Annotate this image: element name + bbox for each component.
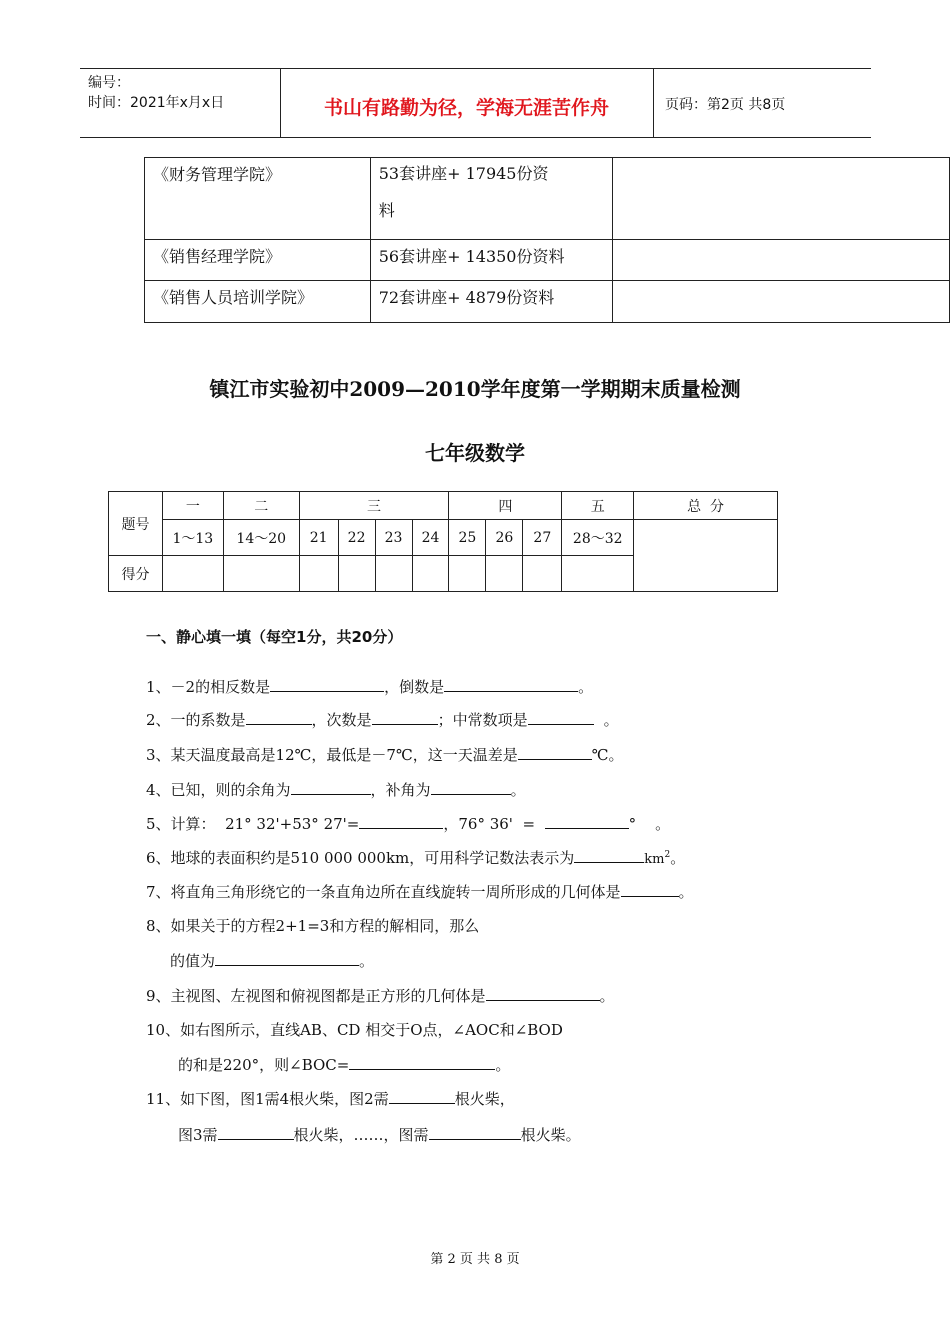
unit-superscript: 2 <box>664 850 671 860</box>
score-cell[interactable] <box>523 556 562 592</box>
resource-detail-line: 料 <box>378 201 395 220</box>
question-text: ；中常数项是 <box>437 711 528 729</box>
answer-blank[interactable] <box>528 710 594 725</box>
question-text: ，补角为 <box>370 781 431 799</box>
answer-blank[interactable] <box>574 848 644 863</box>
question-text: 9、主视图、左视图和俯视图都是正方形的几何体是 <box>146 987 486 1005</box>
question-7 <box>146 881 694 902</box>
question-2 <box>146 709 619 730</box>
group-header: 一 <box>162 492 223 520</box>
score-label: 得分 <box>109 556 163 592</box>
exam-title: 镇江市实验初中2009—2010学年度第一学期期末质量检测 <box>209 377 741 401</box>
question-8 <box>146 915 479 936</box>
question-number: 25 <box>449 520 486 556</box>
question-text: 。 <box>670 849 686 867</box>
resource-name: 《销售经理学院》 <box>145 240 371 281</box>
question-11-line2 <box>178 1124 581 1145</box>
question-text: ° 。 <box>628 815 671 833</box>
question-number: 1～13 <box>162 520 223 556</box>
question-text: 。 <box>599 987 615 1005</box>
question-text: ，倒数是 <box>384 678 445 696</box>
question-text: 4、已知，则的余角为 <box>146 781 291 799</box>
question-9 <box>146 985 615 1006</box>
question-number: 27 <box>523 520 562 556</box>
question-text: 7、将直角三角形绕它的一条直角边所在直线旋转一周所形成的几何体是 <box>146 883 621 901</box>
total-header: 总 分 <box>634 492 778 520</box>
question-text: 根火柴，……，图需 <box>293 1126 429 1144</box>
table-row <box>145 158 950 240</box>
question-text: ，次数是 <box>311 711 372 729</box>
question-text: ，76° 36' = <box>443 815 545 833</box>
score-cell[interactable] <box>562 556 634 592</box>
question-text: 根火柴。 <box>520 1126 581 1144</box>
question-text: 。 <box>603 711 619 729</box>
question-text: 。 <box>510 781 526 799</box>
question-text: ℃。 <box>591 746 624 764</box>
question-text: 6、地球的表面积约是510 000 000km，可用科学记数法表示为 <box>146 849 575 867</box>
answer-blank[interactable] <box>215 951 359 966</box>
answer-blank[interactable] <box>359 814 443 829</box>
question-text: 。 <box>359 952 375 970</box>
question-text: 10、如右图所示，直线AB、CD 相交于O点，∠AOC和∠BOD <box>146 1021 563 1039</box>
question-number: 23 <box>375 520 412 556</box>
page-header <box>80 68 871 138</box>
score-cell[interactable] <box>486 556 523 592</box>
answer-blank[interactable] <box>486 986 600 1001</box>
question-text: 的和是220°，则∠BOC= <box>178 1056 350 1074</box>
table-row <box>109 520 778 556</box>
section-heading: 一、静心填一填（每空1分，共20分） <box>146 628 403 646</box>
total-score-cell[interactable] <box>634 520 778 592</box>
question-number: 28～32 <box>562 520 634 556</box>
question-10-line2 <box>178 1054 510 1075</box>
group-header: 五 <box>562 492 634 520</box>
answer-blank[interactable] <box>291 780 371 795</box>
score-cell[interactable] <box>223 556 299 592</box>
score-cell[interactable] <box>338 556 375 592</box>
question-6 <box>146 847 685 868</box>
question-label: 题号 <box>109 492 163 556</box>
score-cell[interactable] <box>162 556 223 592</box>
header-meta <box>88 73 224 113</box>
answer-blank[interactable] <box>444 677 578 692</box>
unit-text: km <box>644 852 665 867</box>
question-text: 。 <box>495 1056 511 1074</box>
resource-detail-line: 53套讲座+ 17945份资 <box>378 164 549 183</box>
resource-name: 《销售人员培训学院》 <box>145 281 371 323</box>
answer-blank[interactable] <box>372 710 438 725</box>
resource-note <box>613 158 950 240</box>
group-header: 二 <box>223 492 299 520</box>
question-number: 21 <box>299 520 338 556</box>
answer-blank[interactable] <box>518 745 592 760</box>
resource-detail: 56套讲座+ 14350份资料 <box>370 240 613 281</box>
serial-label: 编号： <box>88 75 130 91</box>
header-page-info: 页码：第2页 共8页 <box>665 97 786 113</box>
table-row <box>109 492 778 520</box>
question-11 <box>146 1088 515 1109</box>
question-10 <box>146 1019 563 1040</box>
header-motto: 书山有路勤为径，学海无涯苦作舟 <box>323 97 609 119</box>
resource-table <box>144 157 950 323</box>
question-text: 3、某天温度最高是12℃，最低是－7℃，这一天温差是 <box>146 746 518 764</box>
question-text: 11、如下图，图1需4根火柴，图2需 <box>146 1090 389 1108</box>
answer-blank[interactable] <box>621 882 679 897</box>
resource-detail: 72套讲座+ 4879份资料 <box>370 281 613 323</box>
answer-blank[interactable] <box>246 710 312 725</box>
group-header: 四 <box>449 492 562 520</box>
question-text: 。 <box>678 883 694 901</box>
answer-blank[interactable] <box>218 1125 294 1140</box>
group-header: 三 <box>299 492 449 520</box>
question-3 <box>146 744 624 765</box>
score-table <box>108 491 778 592</box>
score-cell[interactable] <box>412 556 449 592</box>
question-4 <box>146 779 526 800</box>
answer-blank[interactable] <box>270 677 384 692</box>
question-text: 。 <box>578 678 594 696</box>
table-row <box>145 240 950 281</box>
header-divider <box>653 69 654 137</box>
exam-subtitle: 七年级数学 <box>425 441 525 465</box>
question-text: 8、如果关于的方程2+1=3和方程的解相同，那么 <box>146 917 480 935</box>
question-text: 2、一的系数是 <box>146 711 246 729</box>
table-row <box>145 281 950 323</box>
resource-name: 《财务管理学院》 <box>145 158 371 240</box>
question-1 <box>146 676 593 697</box>
answer-blank[interactable] <box>545 814 629 829</box>
score-cell[interactable] <box>375 556 412 592</box>
resource-note <box>613 240 950 281</box>
question-text: 图3需 <box>178 1126 218 1144</box>
question-text: 根火柴， <box>454 1090 515 1108</box>
question-number: 26 <box>486 520 523 556</box>
question-number: 14～20 <box>223 520 299 556</box>
answer-blank[interactable] <box>389 1089 455 1104</box>
time-label: 时间：2021年x月x日 <box>88 95 225 111</box>
page-footer: 第 2 页 共 8 页 <box>430 1252 520 1267</box>
question-text: 的值为 <box>170 952 216 970</box>
answer-blank[interactable] <box>429 1125 521 1140</box>
answer-blank[interactable] <box>349 1055 495 1070</box>
question-8-line2 <box>170 950 374 971</box>
question-number: 24 <box>412 520 449 556</box>
score-cell[interactable] <box>449 556 486 592</box>
score-cell[interactable] <box>299 556 338 592</box>
answer-blank[interactable] <box>431 780 511 795</box>
question-text: 5、计算： 21° 32'+53° 27'= <box>146 815 360 833</box>
resource-note <box>613 281 950 323</box>
question-number: 22 <box>338 520 375 556</box>
question-text: 1、－2的相反数是 <box>146 678 271 696</box>
resource-detail <box>370 158 613 240</box>
question-5 <box>146 813 670 834</box>
